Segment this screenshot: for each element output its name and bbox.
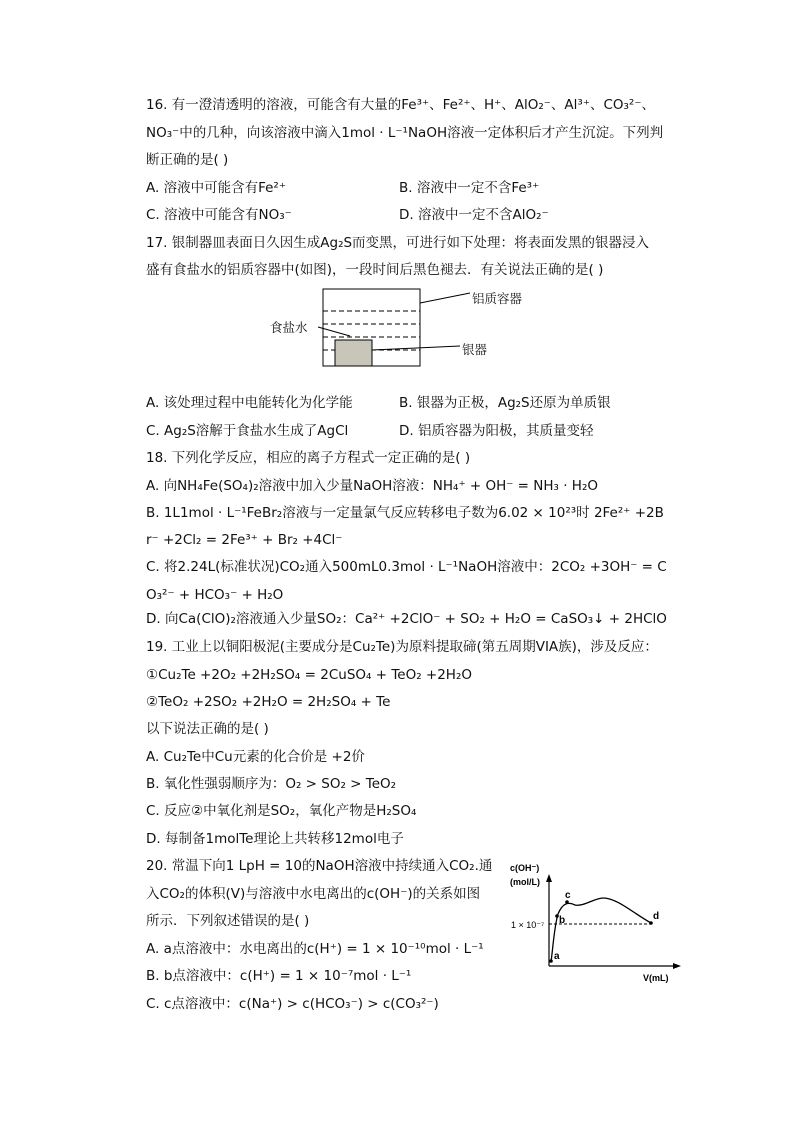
graph-y-arrow [546,874,552,882]
graph-curve [551,898,651,962]
q20-stem-line3: 所示．下列叙述错误的是( ) [146,913,310,929]
graph-ylabel-1: c(OH⁻) [510,863,540,873]
q20-graph [505,858,690,983]
q16-option-a: A. 溶液中可能含有Fe²⁺ [146,180,286,196]
graph-label-a: a [554,951,560,962]
q16-option-b: B. 溶液中一定不含Fe³⁺ [399,180,540,196]
q17-option-a: A. 该处理过程中电能转化为化学能 [146,395,353,411]
q20-option-c: C. c点溶液中：c(Na⁺) > c(HCO₃⁻) > c(CO₃²⁻) [146,996,439,1012]
q19-reaction-2: ②TeO₂ +2SO₂ +2H₂O = 2H₂SO₄ + Te [146,694,391,710]
q18-option-c-line2: O₃²⁻ + HCO₃⁻ + H₂O [146,587,284,603]
q19-option-b: B. 氧化性强弱顺序为：O₂ > SO₂ > TeO₂ [146,776,397,792]
q19-option-d: D. 每制备1molTe理论上共转移12mol电子 [146,831,404,847]
label-silverware: 银器 [462,342,488,357]
q17-option-c: C. Ag₂S溶解于食盐水生成了AgCl [146,423,349,439]
q17-stem-line2: 盛有食盐水的铝质容器中(如图)，一段时间后黑色褪去．有关说法正确的是( ) [146,262,604,278]
q20-stem-line2: 入CO₂的体积(V)与溶液中水电离出的c(OH⁻)的关系如图 [146,886,481,902]
graph-label-d: d [653,911,660,922]
q19-reaction-1: ①Cu₂Te +2O₂ +2H₂SO₄ = 2CuSO₄ + TeO₂ +2H₂O [146,667,472,683]
q19-option-c: C. 反应②中氧化剂是SO₂，氧化产物是H₂SO₄ [146,803,417,819]
q17-stem-line1: 17. 银制器皿表面日久因生成Ag₂S而变黑，可进行如下处理：将表面发黑的银器浸入 [146,235,650,251]
q20-option-a: A. a点溶液中：水电离出的c(H⁺) = 1 × 10⁻¹⁰mol · L⁻¹ [146,941,484,957]
q16-stem-line2: NO₃⁻中的几种，向该溶液中滴入1mol · L⁻¹NaOH溶液一定体积后才产生沉淀。下列判 [146,125,664,141]
silverware-block [335,340,372,366]
silverware-pointer [372,346,460,350]
label-aluminum-container: 铝质容器 [472,291,523,306]
graph-label-c: c [565,890,571,901]
q16-stem-line3: 断正确的是( ) [146,152,229,168]
q16-option-c: C. 溶液中可能含有NO₃⁻ [146,207,292,223]
q18-option-b-line2: r⁻ +2Cl₂ = 2Fe³⁺ + Br₂ +4Cl⁻ [146,532,343,548]
graph-x-arrow [673,963,681,969]
graph-ytick: 1 × 10⁻⁷ [511,920,545,930]
graph-label-b: b [559,915,566,926]
container-pointer [420,293,470,303]
q16-stem-line1: 16. 有一澄清透明的溶液，可能含有大量的Fe³⁺、Fe²⁺、H⁺、AlO₂⁻、Al³⁺、CO₃²⁻、 [146,97,655,113]
q19-stem-line4: 以下说法正确的是( ) [146,721,269,737]
q18-option-b-line1: B. 1L1mol · L⁻¹FeBr₂溶液与一定量氯气反应转移电子数为6.02 × 10²³时 2Fe²⁺ +2B [146,505,664,521]
q16-option-d: D. 溶液中一定不含AlO₂⁻ [399,207,549,223]
q19-stem-line1: 19. 工业上以铜阳极泥(主要成分是Cu₂Te)为原料提取碲(第五周期VIA族)，涉及反应： [146,639,658,655]
q18-option-d: D. 向Ca(ClO)₂溶液通入少量SO₂：Ca²⁺ +2ClO⁻ + SO₂ + H₂O = CaSO₃↓ + 2HClO [146,611,667,627]
q17-option-b: B. 银器为正极，Ag₂S还原为单质银 [399,395,611,411]
q18-stem: 18. 下列化学反应，相应的离子方程式一定正确的是( ) [146,450,471,466]
graph-ylabel-2: (mol/L) [510,877,540,887]
q19-option-a: A. Cu₂Te中Cu元素的化合价是 +2价 [146,749,365,765]
q17-option-d: D. 铝质容器为阳极，其质量变轻 [399,423,594,439]
graph-xlabel: V(mL) [643,973,669,983]
label-salt-water: 食盐水 [270,320,308,335]
graph-point-a [549,959,553,963]
q20-stem-line1: 20. 常温下向1 LpH = 10的NaOH溶液中持续通入CO₂.通 [146,858,493,874]
q18-option-a: A. 向NH₄Fe(SO₄)₂溶液中加入少量NaOH溶液：NH₄⁺ + OH⁻ = NH₃ · H₂O [146,478,598,494]
q20-option-b: B. b点溶液中：c(H⁺) = 1 × 10⁻⁷mol · L⁻¹ [146,968,412,984]
q18-option-c-line1: C. 将2.24L(标准状况)CO₂通入500mL0.3mol · L⁻¹NaOH溶液中：2CO₂ +3OH⁻ = C [146,559,667,575]
